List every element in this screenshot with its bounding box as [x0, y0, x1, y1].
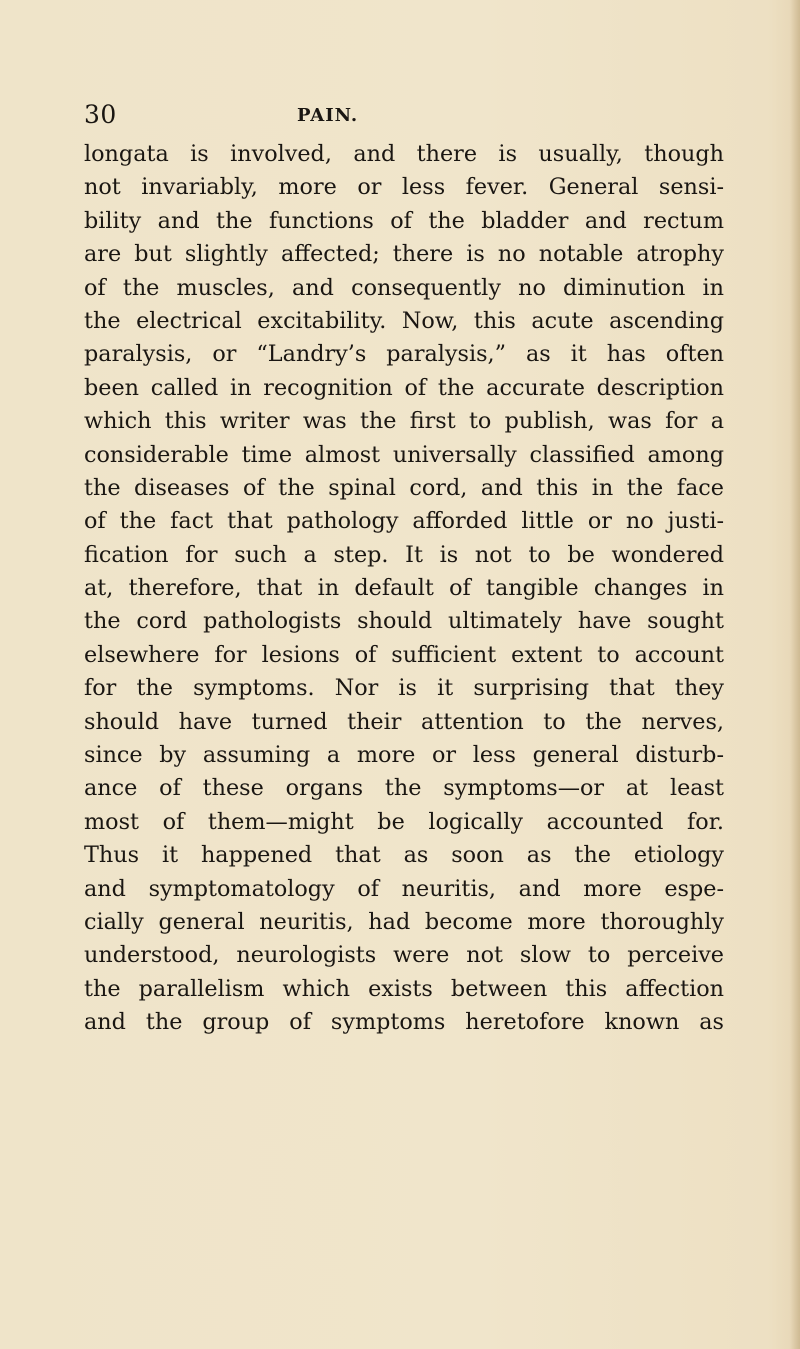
- text-line: should have turned their attention to the nerves,: [84, 708, 724, 735]
- text-line: Thus it happened that as soon as the etiology: [84, 842, 724, 869]
- text-line: the diseases of the spinal cord, and this in the face: [84, 474, 724, 501]
- text-line: at, therefore, that in default of tangible changes in: [84, 575, 724, 602]
- text-line: considerable time almost universally classified among: [84, 441, 724, 468]
- page-number: 30: [84, 100, 117, 129]
- running-head: PAIN.: [297, 105, 359, 126]
- text-line: elsewhere for lesions of sufficient extent to account: [84, 641, 724, 668]
- page-edge-shadow: [790, 0, 800, 1349]
- text-line: longata is involved, and there is usually, though: [84, 141, 724, 167]
- text-line: are but slightly affected; there is no notable atrophy: [84, 241, 724, 268]
- text-line: and symptomatology of neuritis, and more espe-: [84, 875, 724, 902]
- text-line: of the fact that pathology afforded little or no justi-: [84, 508, 724, 535]
- text-line: and the group of symptoms heretofore known as: [84, 1009, 724, 1036]
- text-line: the electrical excitability. Now, this acute ascending: [84, 307, 724, 334]
- text-line: ance of these organs the symptoms—or at least: [84, 775, 724, 802]
- text-line: fication for such a step. It is not to be wondered: [84, 541, 724, 568]
- text-line: since by assuming a more or less general disturb-: [84, 742, 724, 769]
- text-line: most of them—might be logically accounted for.: [84, 808, 724, 835]
- text-line: of the muscles, and consequently no diminution in: [84, 274, 724, 301]
- text-line: bility and the functions of the bladder and rectum: [84, 207, 724, 234]
- text-line: been called in recognition of the accurate description: [84, 374, 724, 401]
- page-header: [84, 100, 724, 130]
- text-line: for the symptoms. Nor is it surprising that they: [84, 675, 724, 702]
- text-line: the parallelism which exists between this affection: [84, 975, 724, 1002]
- text-line: not invariably, more or less fever. General sensi-: [84, 174, 724, 201]
- text-line: understood, neurologists were not slow to perceive: [84, 942, 724, 969]
- text-line: the cord pathologists should ultimately have sought: [84, 608, 724, 635]
- body-text: [84, 138, 724, 1040]
- text-line: cially general neuritis, had become more thoroughly: [84, 908, 724, 935]
- text-line: paralysis, or “Landry’s paralysis,” as it has often: [84, 341, 724, 368]
- text-line: which this writer was the first to publish, was for a: [84, 408, 724, 435]
